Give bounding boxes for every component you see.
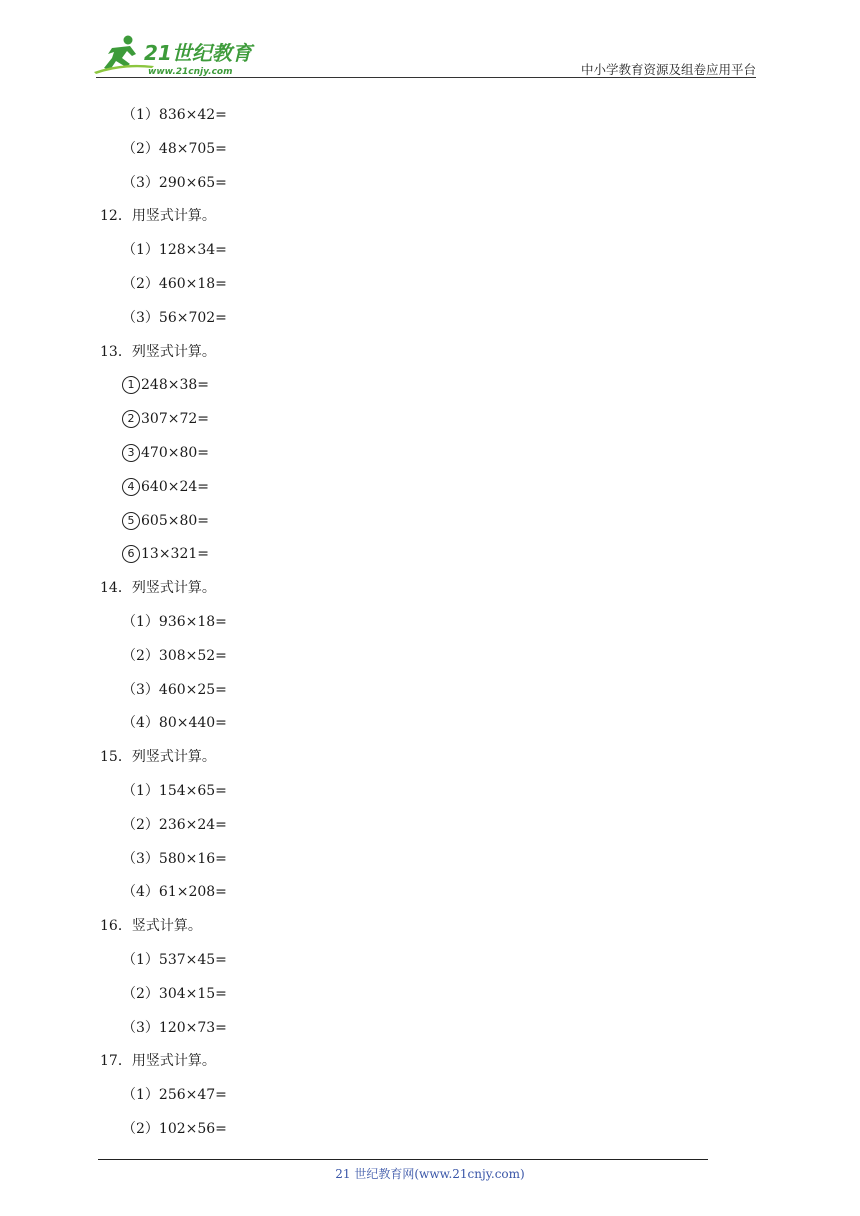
exercise-item (122, 504, 209, 538)
exercise-expression: 605×80= (141, 512, 209, 529)
exercise-expression: 248×38= (141, 377, 209, 394)
circled-number: 4 (122, 478, 140, 496)
exercise-item: （1）256×47= (122, 1087, 227, 1104)
exercise-item: （1）154×65= (122, 783, 227, 799)
exercise-item: （2）460×18= (122, 276, 227, 292)
page-header (0, 0, 860, 82)
site-logo (92, 34, 262, 78)
logo-text: 21世纪教育 (144, 41, 252, 65)
exercise-expression: 13×321= (141, 546, 209, 563)
exercise-item: （2）102×56= (122, 1121, 227, 1137)
question-heading: 12．用竖式计算。 (100, 208, 216, 225)
exercise-item: （2）236×24= (122, 816, 227, 833)
exercise-item: （1）128×34= (122, 242, 227, 259)
question-heading: 13．列竖式计算。 (100, 343, 216, 360)
exercise-expression: 307×72= (141, 411, 209, 428)
circled-number: 3 (122, 444, 140, 462)
circled-number: 6 (122, 545, 140, 563)
footer-divider (98, 1159, 708, 1160)
exercise-item: （2）48×705= (122, 140, 227, 157)
footer-text: 21 世纪教育网(www.21cnjy.com) (335, 1167, 525, 1181)
question-heading: 17．用竖式计算。 (100, 1053, 216, 1070)
exercise-expression: 640×24= (141, 478, 209, 495)
exercise-item (122, 470, 209, 504)
logo-url: www.21cnjy.com (148, 67, 233, 77)
exercise-item: （3）580×16= (122, 850, 227, 867)
circled-number: 5 (122, 512, 140, 530)
question-heading: 16．竖式计算。 (100, 918, 202, 935)
exercise-item: （1）836×42= (122, 107, 227, 123)
exercise-item: （1）537×45= (122, 952, 227, 968)
platform-title: 中小学教育资源及组卷应用平台 (580, 62, 756, 77)
exercise-item (122, 368, 209, 402)
header-divider (96, 77, 756, 78)
exercise-expression: 470×80= (141, 445, 209, 461)
exercise-item: （4）61×208= (122, 884, 227, 901)
exercise-item: （2）304×15= (122, 985, 227, 1002)
exercise-item: （3）56×702= (122, 309, 227, 326)
exercise-item: （2）308×52= (122, 647, 227, 664)
exercise-item: （1）936×18= (122, 614, 227, 630)
exercise-item (122, 436, 209, 470)
exercise-item: （3）120×73= (122, 1019, 227, 1036)
exercise-item: （3）460×25= (122, 681, 227, 698)
circled-number: 1 (122, 376, 140, 394)
exercise-item (122, 537, 209, 571)
circled-number: 2 (122, 410, 140, 428)
question-heading: 15．列竖式计算。 (100, 749, 216, 766)
exercise-item (122, 402, 209, 436)
exercise-item: （4）80×440= (122, 715, 227, 732)
exercise-item: （3）290×65= (122, 174, 227, 191)
question-heading: 14．列竖式计算。 (100, 580, 216, 597)
